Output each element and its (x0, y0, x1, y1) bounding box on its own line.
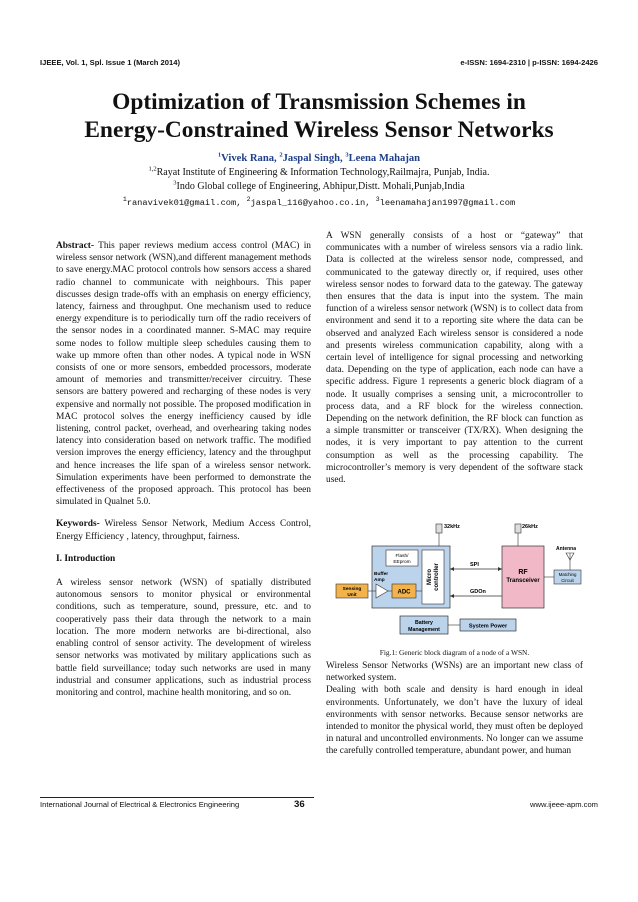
email-link[interactable]: ranavivek01@gmail.com, (126, 198, 242, 208)
gdon-label: GDOn (470, 589, 486, 595)
circuit-label: Circuit (561, 578, 574, 583)
spi-label: SPI (470, 562, 479, 568)
spi-arrow (498, 567, 502, 571)
affiliation-sup: 3 (173, 179, 177, 187)
email-sup: 1 (122, 196, 127, 204)
clock-26khz-label: 26kHz (522, 524, 538, 530)
abstract (56, 240, 311, 508)
title-line-2: Energy-Constrained Wireless Sensor Networks (84, 117, 554, 143)
author-block (30, 152, 608, 210)
abstract-label: Abstract- (56, 241, 95, 251)
crystal-26khz (515, 524, 521, 533)
keywords (56, 518, 311, 542)
block-diagram-svg (334, 520, 582, 642)
journal-website-link[interactable]: www.ijeee-apm.com (530, 800, 598, 809)
flash-label-2: EEprom (393, 560, 411, 565)
left-column (56, 240, 311, 709)
environment-paragraph: Dealing with both scale and density is hard enough in ideal environments. Unfortunately, we don’t have the luxury of ideal environments with sensor networks. Because sensor networks are intended to monitor the physical world, they must often be deployed in natural and uncontrolled environments. No longer can we assume the carefully controlled temperature, abundant power, and human (326, 685, 583, 757)
affiliation-sup: 1,2 (148, 165, 157, 173)
rf-label: RF (518, 569, 528, 576)
battery-label: Battery (415, 620, 433, 626)
affiliation-text: Rayat Institute of Engineering & Information Technology,Railmajra, Punjab, India. (156, 167, 490, 178)
author-2: Jaspal Singh, (282, 153, 346, 164)
running-footer (40, 800, 598, 814)
buffer-amp-label-2: Amp (374, 578, 385, 583)
abstract-text: This paper reviews medium access control (MAC) in wireless sensor network (WSN),and different management methods to save energy.MAC protocol controls how sensors access a shared radio channel to communicate with neighbours. This paper discusses design trade-offs with an emphasis on energy efficiency, latency, fairness and throughput. One mechanism used to reduce energy expenditure is to periodically turn off the radio receivers of the sensor nodes in a coordinated manner. S-MAC may require some nodes to follow multiple sleep schedules causing them to wake up mmore often than other nodes. A typical node in WSN consists of one or more sensors, embedded processors, moderate amount of memories and transmitter/receiver circuitry. These sensors are battery powered and recharging of these nodes is very expensive and normally not possible. The proposed modification in MAC protocol solves the energy inefficiency caused by idle listening, control packet, overhead, and overhearing taking nodes latency into consideration based on network traffic. The modified version improves the energy efficiency, latency and the throughput and hence increases the life span of a wireless sensor network. Simulation experiments have been performed to demonstrate the effectiveness of the proposed approach. This protocol has been simulated in Qualnet 5.0. (56, 241, 311, 508)
author-3: Leena Mahajan (348, 153, 421, 164)
journal-issue: IJEEE, Vol. 1, Spl. Issue 1 (March 2014) (40, 58, 180, 67)
sensing-unit-label: Sensing (342, 587, 362, 592)
issn-info: e-ISSN: 1694-2310 | p-ISSN: 1694-2426 (460, 58, 598, 67)
spi-arrow (450, 567, 454, 571)
matching-label: Matching (558, 572, 577, 577)
affiliation-1 (30, 166, 608, 180)
node-block-diagram (334, 520, 582, 642)
keywords-label: Keywords- (56, 519, 100, 530)
management-label: Management (408, 627, 440, 633)
author-1: Vivek Rana, (221, 153, 280, 164)
running-header (40, 58, 598, 72)
author-sup: 2 (279, 151, 283, 159)
title-line-1: Optimization of Transmission Schemes in (112, 89, 526, 115)
email-sup: 3 (375, 196, 380, 204)
footer-divider (40, 797, 314, 798)
clock-32khz-label: 32kHz (444, 524, 460, 530)
right-column-top (326, 230, 583, 496)
paper-title (30, 88, 608, 144)
author-sup: 1 (217, 151, 222, 159)
author-names (30, 152, 608, 166)
affiliation-text: Indo Global college of Engineering, Abhipur,Distt. Mohali,Punjab,India (176, 181, 465, 192)
wsn-paragraph: A WSN generally consists of a host or “gateway” that communicates with a number of wireless sensors via a radio link. Data is collected at the wireless sensor node, compressed, and communicated to the gateway directly or, if required, uses other wireless sensor nodes to forward data to the gateway. The gateway then ensures that the data is input into the system. The main function of a wireless sensor network (WSN) is to collect data from environment and send it to a reporting site where the data can be observed and analyzed Each wireless sensor is considered a node and presents wireless communication capability, along with a certain level of intelligence for signal processing and networking data. Depending on the type of application, each node can have a specific address. Figure 1 represents a generic block diagram of a node. It usually comprises a sensing unit, a microcontroller to process data, and a RF block for the wireless connection. Depending on the network definition, the RF block can function as a simple transmitter or transceiver (TX/RX). When designing the nodes, it is very important to pay attention to the current consumption as well as the processing capability. The microcontroller’s memory is very dependent of the software stack used. (326, 231, 583, 486)
intro-paragraph: A wireless sensor network (WSN) of spatially distributed autonomous sensors to monitor physical or environmental conditions, such as temperature, sound, pressure, etc. and to cooperatively pass their data through the network to a main location. The more modern networks are bi-directional, also enabling control of sensor activity. The development of wireless sensor networks was motivated by military applications such as battle field surveillance; today such networks are used in many industrial and consumer applications, such as industrial process monitoring and control, machine health monitoring, and so on. (56, 578, 311, 698)
crystal-32khz (436, 524, 442, 533)
transceiver-label: Transceiver (506, 578, 540, 584)
affiliation-2 (30, 180, 608, 194)
gdon-arrow (450, 594, 454, 598)
journal-name: International Journal of Electrical & Electronics Engineering (40, 800, 240, 809)
microcontroller-block (422, 550, 444, 604)
section-heading-introduction: I. Introduction (56, 553, 116, 564)
wsn-class-paragraph: Wireless Sensor Networks (WSNs) are an important new class of networked system. (326, 661, 583, 684)
sensing-unit-label-2: Unit (347, 593, 357, 598)
controller-label: controller (434, 563, 440, 591)
email-link[interactable]: leenamahajan1997@gmail.com (379, 198, 516, 208)
rf-transceiver-block (502, 546, 544, 608)
author-emails (30, 196, 608, 210)
email-sup: 2 (246, 196, 251, 204)
micro-label: Micro (427, 568, 433, 586)
antenna-label: Antenna (556, 546, 576, 552)
system-power-label: System Power (468, 623, 508, 630)
adc-label: ADC (397, 589, 411, 596)
flash-label: Flash/ (395, 554, 409, 559)
page-number: 36 (294, 799, 305, 810)
figure-caption: Fig.1: Generic block diagram of a node of a WSN. (379, 648, 530, 657)
buffer-amp-label: Buffer (374, 572, 389, 577)
author-sup: 3 (345, 151, 349, 159)
email-link[interactable]: jaspal_116@yahoo.co.in, (250, 198, 371, 208)
right-column-bottom (326, 660, 583, 758)
keywords-text: Wireless Sensor Network, Medium Access Control, Energy Efficiency , latency, throughput, fairness. (56, 519, 311, 542)
